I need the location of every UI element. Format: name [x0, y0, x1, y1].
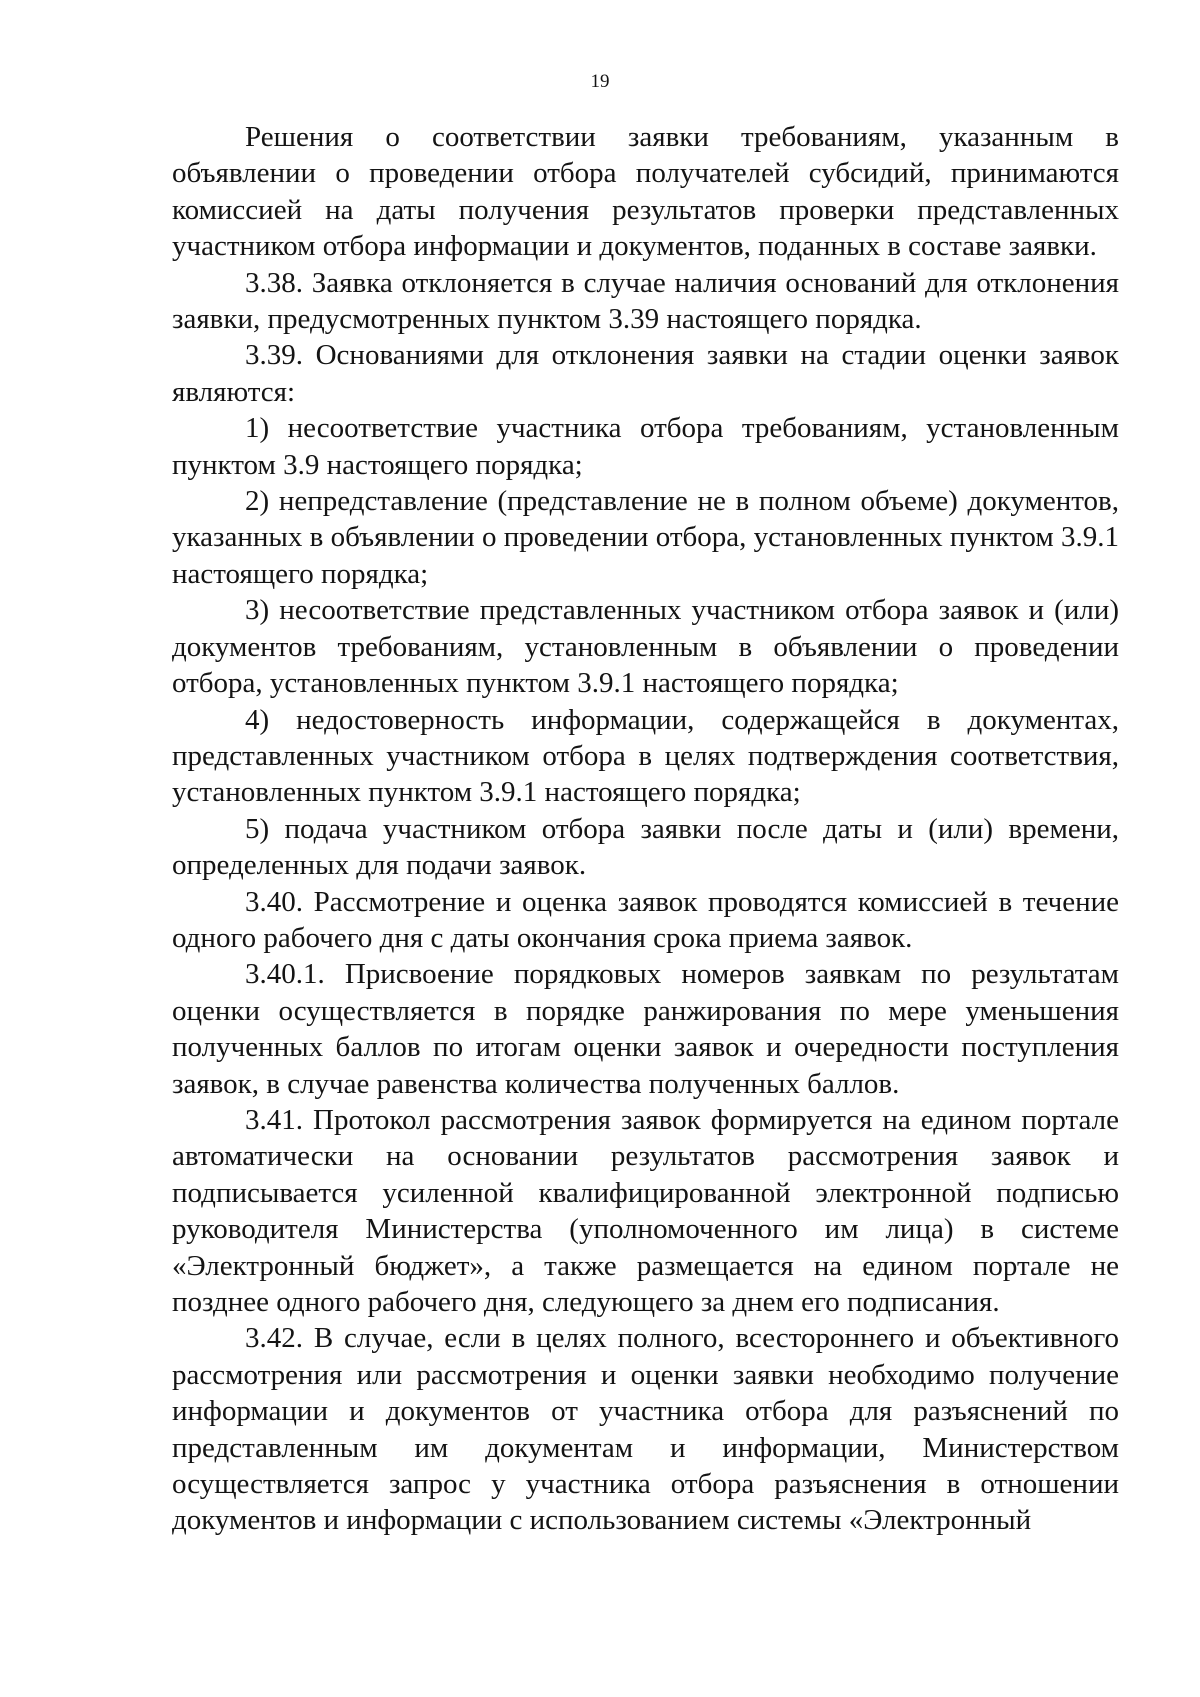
paragraph-3-41: 3.41. Протокол рассмотрения заявок формируется на едином портале автоматически на основании результатов рассмотрения заявок и подписывается усиленной квалифицированной электронной подписью руководителя Министерства (уполномоченного им лица) в системе «Электронный бюджет», а также размещается на едином портале не позднее одного рабочего дня, следующего за днем его подписания. — [172, 1103, 1119, 1318]
list-item-2: 2) непредставление (представление не в полном объеме) документов, указанных в объявлении о проведении отбора, установленных пунктом 3.9.1 настоящего порядка; — [172, 485, 1119, 590]
paragraph-3-40-1: 3.40.1. Присвоение порядковых номеров заявкам по результатам оценки осуществляется в порядке ранжирования по мере уменьшения полученных баллов по итогам оценки заявок и очередности поступления заявок, в случае равенства количества полученных баллов. — [172, 958, 1119, 1100]
document-body — [172, 119, 1119, 1539]
paragraph-3-39: 3.39. Основаниями для отклонения заявки на стадии оценки заявок являются: — [172, 339, 1119, 408]
paragraph-3-40: 3.40. Рассмотрение и оценка заявок проводятся комиссией в течение одного рабочего дня с даты окончания срока приема заявок. — [172, 885, 1119, 954]
paragraph-3-42: 3.42. В случае, если в целях полного, всестороннего и объективного рассмотрения или рассмотрения и оценки заявки необходимо получение информации и документов от участника отбора для разъяснений по представленным им документам и информации, Министерством осуществляется запрос у участника отбора разъяснения в отношении документов и информации с использованием системы «Электронный — [172, 1322, 1119, 1537]
list-item-3: 3) несоответствие представленных участником отбора заявок и (или) документов требованиям, установленным в объявлении о проведении отбора, установленных пунктом 3.9.1 настоящего порядка; — [172, 594, 1119, 700]
page-number: 19 — [590, 71, 610, 92]
list-item-1: 1) несоответствие участника отбора требованиям, установленным пунктом 3.9 настоящего порядка; — [172, 412, 1119, 481]
list-item-5: 5) подача участником отбора заявки после даты и (или) времени, определенных для подачи заявок. — [172, 812, 1119, 882]
paragraph-intro: Решения о соответствии заявки требованиям, указанным в объявлении о проведении отбора получателей субсидий, принимаются комиссией на даты получения результатов проверки представленных участником отбора информации и документов, поданных в составе заявки. — [172, 121, 1119, 263]
paragraph-3-38: 3.38. Заявка отклоняется в случае наличия оснований для отклонения заявки, предусмотренных пунктом 3.39 настоящего порядка. — [172, 266, 1119, 336]
list-item-4: 4) недостоверность информации, содержащейся в документах, представленных участником отбора в целях подтверждения соответствия, установленных пунктом 3.9.1 настоящего порядка; — [172, 703, 1119, 809]
